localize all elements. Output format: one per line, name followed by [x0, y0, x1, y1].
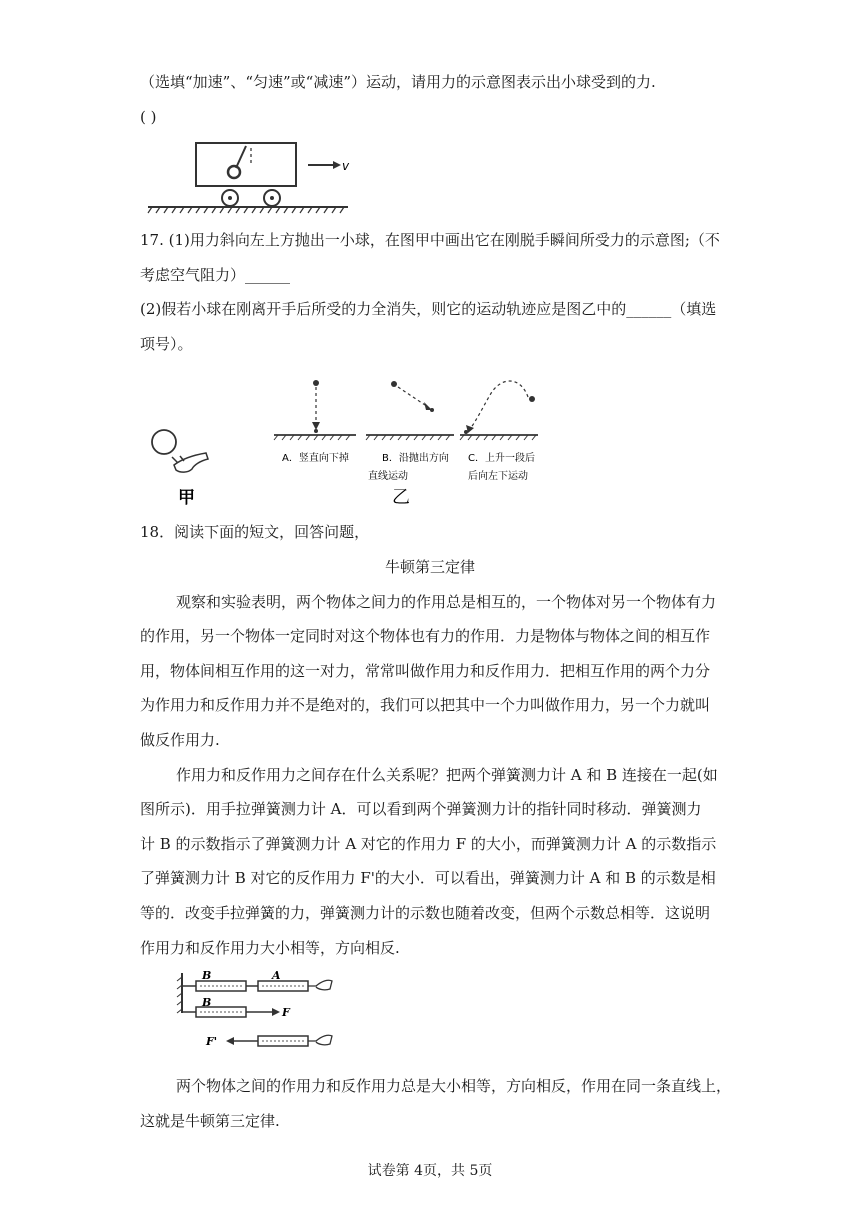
option-b-label-1: B．沿抛出方向	[382, 453, 449, 464]
page-footer: 试卷第 4页，共 5页	[367, 1163, 493, 1179]
option-c-label-1: C．上升一段后	[468, 453, 535, 464]
q17-line-4: 项号）。	[140, 335, 193, 353]
row2-label-f: F	[282, 1006, 290, 1019]
paragraph-1-line-3: 用，物体间相互作用的这一对力，常常叫做作用力和反作用力．把相互作用的两个力分	[140, 662, 711, 680]
figure-yi-label: 乙	[392, 487, 410, 508]
paragraph-2-line-4: 了弹簧测力计 B 对它的反作用力 F'的大小．可以看出，弹簧测力计 A 和 B 的示数是相	[140, 869, 716, 887]
row3-label-fprime: F'	[206, 1035, 218, 1048]
spring-scale-figure	[176, 967, 346, 1057]
velocity-label: v	[342, 159, 350, 173]
row1-label-a: A	[272, 969, 281, 982]
paragraph-1-line-1: 观察和实验表明，两个物体之间力的作用总是相互的，一个物体对另一个物体有力	[176, 593, 717, 611]
paragraph-1-line-5: 做反作用力.	[140, 731, 220, 749]
figure-jia-label: 甲	[178, 488, 195, 508]
paragraph-2-line-6: 作用力和反作用力大小相等，方向相反.	[140, 939, 400, 957]
option-a-label: A．竖直向下掉	[282, 453, 349, 464]
row1-label-b: B	[202, 969, 212, 982]
cart-figure	[148, 138, 358, 218]
paragraph-3-line-2: 这就是牛顿第三定律.	[140, 1112, 280, 1130]
q18-intro: 18．阅读下面的短文，回答问题，	[140, 523, 370, 541]
q17-line-3: (2)假若小球在刚离开手后所受的力全消失，则它的运动轨迹应是图乙中的______（填选	[140, 300, 717, 318]
paragraph-1-line-2: 的作用，另一个物体一定同时对这个物体也有力的作用．力是物体与物体之间的相互作	[140, 627, 711, 645]
paragraph-2-line-1: 作用力和反作用力之间存在什么关系呢？把两个弹簧测力计 A 和 B 连接在一起(如	[176, 766, 718, 784]
figure-jia	[148, 425, 218, 510]
paragraph-2-line-5: 等的．改变手拉弹簧的力，弹簧测力计的示数也随着改变，但两个示数总相等．这说明	[140, 904, 711, 922]
paragraph-2-line-3: 计 B 的示数指示了弹簧测力计 A 对它的作用力 F 的大小，而弹簧测力计 A 的示数指示	[140, 835, 717, 853]
article-title: 牛顿第三定律	[384, 558, 475, 576]
q16-line: （选填“加速”、“匀速”或“减速”）运动，请用力的示意图表示出小球受到的力.	[140, 73, 656, 91]
paragraph-1-line-4: 为作用力和反作用力并不是绝对的，我们可以把其中一个力叫做作用力，另一个力就叫	[140, 696, 711, 714]
option-c-label-2: 后向左下运动	[468, 471, 528, 482]
paragraph-3-line-1: 两个物体之间的作用力和反作用力总是大小相等，方向相反，作用在同一条直线上，	[176, 1077, 732, 1095]
row2-label-b: B	[202, 996, 212, 1009]
q16-answer-blank: ( )	[140, 108, 157, 126]
q17-line-2: 考虑空气阻力）______	[140, 266, 291, 284]
figure-yi	[270, 375, 545, 510]
q17-line-1: 17. (1)用力斜向左上方抛出一小球，在图甲中画出它在刚脱手瞬间所受力的示意图;（不	[140, 231, 720, 249]
paragraph-2-line-2: 图所示)．用手拉弹簧测力计 A．可以看到两个弹簧测力计的指针同时移动．弹簧测力	[140, 800, 702, 818]
option-b-label-2: 直线运动	[368, 471, 408, 482]
